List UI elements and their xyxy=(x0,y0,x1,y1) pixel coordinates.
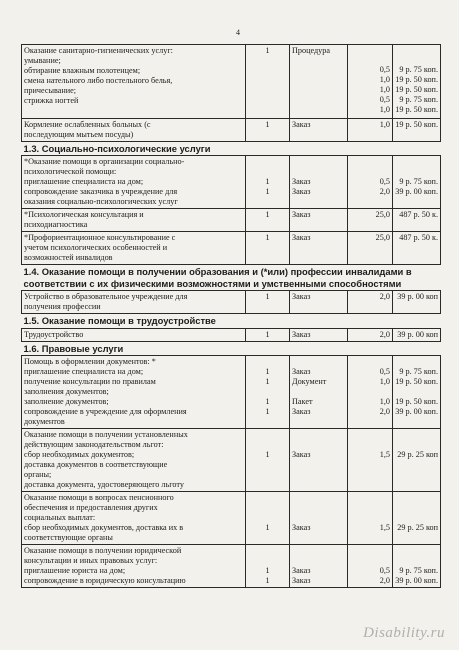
price-value: 9 р. 75 коп. xyxy=(399,367,438,377)
quantity: 1 xyxy=(265,329,270,339)
quantity-cell xyxy=(246,156,290,209)
text-line: Оказание помощи в получении юридической xyxy=(24,546,182,556)
time-cell xyxy=(348,492,393,545)
service-name xyxy=(22,119,246,142)
table-row xyxy=(22,119,441,142)
text-line: Оказание помощи в вопросах пенсионного xyxy=(24,493,174,503)
section-heading-row xyxy=(22,341,441,355)
price-value: 9 р. 75 коп. xyxy=(399,65,438,74)
unit: Заказ xyxy=(292,576,311,586)
service-name xyxy=(22,492,246,545)
text-line: органы; xyxy=(24,470,52,480)
quantity: 1 xyxy=(265,566,270,576)
quantity: 1 xyxy=(265,377,270,387)
price-cell xyxy=(393,356,441,429)
price-value: 39 р. 00 коп xyxy=(397,329,438,339)
price-value: 19 р. 50 коп. xyxy=(395,397,438,407)
text-line: *Психологическая консультация и xyxy=(24,210,144,220)
time-cell xyxy=(348,356,393,429)
section-heading xyxy=(22,314,441,328)
text-line: обеспечения и предоставления других xyxy=(24,503,158,513)
time-value: 0,5 xyxy=(379,177,390,187)
text-line: приглашение специалиста на дом; xyxy=(24,177,144,187)
text-line: *Оказание помощи в организации социально- xyxy=(24,157,185,167)
price-value: 19 р. 50 коп. xyxy=(395,105,438,114)
price-value: 19 р. 50 коп. xyxy=(395,75,438,84)
table-row xyxy=(22,429,441,492)
quantity: 1 xyxy=(265,397,270,407)
text-line: психологической помощи: xyxy=(24,167,117,177)
time-value: 2,0 xyxy=(379,187,390,197)
text-line: сбор необходимых документов, доставка их в xyxy=(24,523,184,533)
section-heading-row xyxy=(22,314,441,328)
time-value: 0,5 xyxy=(379,95,390,104)
time-value: 2,0 xyxy=(379,576,390,586)
quantity: 1 xyxy=(265,233,270,243)
text-line: сопровождение заказчика в учреждение для xyxy=(24,187,178,197)
section-heading-row xyxy=(22,265,441,291)
unit: Заказ xyxy=(292,187,311,197)
unit-cell xyxy=(290,209,348,232)
quantity: 1 xyxy=(265,120,270,129)
price-value: 39 р. 00 коп xyxy=(397,292,438,302)
text-line: заполнения документов; xyxy=(24,387,109,397)
time-cell xyxy=(348,429,393,492)
time-value: 1,0 xyxy=(379,75,390,84)
time-cell xyxy=(348,45,393,119)
section-heading xyxy=(22,142,441,156)
price-value: 19 р. 50 коп. xyxy=(395,377,438,387)
unit xyxy=(292,387,345,397)
price-cell xyxy=(393,45,441,119)
price-value: 487 р. 50 к. xyxy=(399,210,438,220)
text-line: сопровождение в учреждение для оформления xyxy=(24,407,187,417)
unit-cell xyxy=(290,328,348,341)
time-value: 25,0 xyxy=(375,233,390,243)
time-cell xyxy=(348,232,393,265)
unit: Заказ xyxy=(292,450,311,460)
table-row xyxy=(22,492,441,545)
text-line: консультации и иных правовых услуг: xyxy=(24,556,158,566)
unit: Процедура xyxy=(292,46,330,55)
unit: Заказ xyxy=(292,210,311,220)
text-line: причесывание; xyxy=(24,86,77,95)
unit: Пакет xyxy=(292,397,313,407)
quantity-cell xyxy=(246,356,290,429)
service-name xyxy=(22,45,246,119)
table-row xyxy=(22,291,441,314)
text-line: оказания социально-психологических услуг xyxy=(24,197,178,207)
section-title: 1.3. Социально-психологические услуги xyxy=(23,143,211,154)
price-value: 487 р. 50 к. xyxy=(399,233,438,243)
text-line: доставка документов в соответствующие xyxy=(24,460,168,470)
price-value: 39 р. 00 коп. xyxy=(395,576,438,586)
price-value xyxy=(395,387,438,397)
quantity-cell xyxy=(246,232,290,265)
time-value: 1,0 xyxy=(379,85,390,94)
time-value: 1,5 xyxy=(379,450,390,460)
quantity-cell xyxy=(246,429,290,492)
time-value: 0,5 xyxy=(379,65,390,74)
unit-cell xyxy=(290,545,348,588)
unit: Заказ xyxy=(292,329,311,339)
time-cell xyxy=(348,545,393,588)
quantity: 1 xyxy=(265,576,270,586)
service-name xyxy=(22,545,246,588)
time-value: 0,5 xyxy=(379,367,390,377)
text-line: психодиагностика xyxy=(24,220,88,230)
quantity: 1 xyxy=(265,46,270,55)
time-value: 1,5 xyxy=(379,523,390,533)
service-name xyxy=(22,328,246,341)
price-cell xyxy=(393,545,441,588)
table-row xyxy=(22,545,441,588)
quantity-cell xyxy=(246,45,290,119)
quantity: 1 xyxy=(265,523,270,533)
unit-cell xyxy=(290,492,348,545)
unit-cell xyxy=(290,119,348,142)
quantity: 1 xyxy=(265,450,270,460)
section-title: 1.4. Оказание помощи в получении образования и (*или) профессии инвалидами в xyxy=(23,266,412,278)
quantity: 1 xyxy=(265,407,270,417)
quantity: 1 xyxy=(265,210,270,220)
text-line: действующим законодательством льгот: xyxy=(24,440,164,450)
text-line: Оказание помощи в получении установленных xyxy=(24,430,188,440)
unit-cell xyxy=(290,291,348,314)
time-cell xyxy=(348,209,393,232)
time-value: 1,0 xyxy=(379,397,390,407)
price-cell xyxy=(393,156,441,209)
unit-cell xyxy=(290,232,348,265)
service-name xyxy=(22,429,246,492)
text-line: приглашение юриста на дом; xyxy=(24,566,126,576)
price-value: 39 р. 00 коп. xyxy=(395,187,438,197)
price-value: 39 р. 00 коп. xyxy=(395,407,438,417)
unit: Заказ xyxy=(292,566,311,576)
section-title: 1.6. Правовые услуги xyxy=(23,342,124,354)
table-row xyxy=(22,328,441,341)
text-line: Помощь в оформлении документов: * xyxy=(24,357,156,367)
time-cell xyxy=(348,328,393,341)
time-cell xyxy=(348,119,393,142)
table-row xyxy=(22,45,441,119)
section-heading-row xyxy=(22,142,441,156)
service-name xyxy=(22,232,246,265)
price-cell xyxy=(393,328,441,341)
price-cell xyxy=(393,119,441,142)
table-row xyxy=(22,356,441,429)
price-value: 9 р. 75 коп. xyxy=(399,566,438,576)
table-row xyxy=(22,209,441,232)
time-value: 2,0 xyxy=(379,329,390,339)
price-cell xyxy=(393,429,441,492)
quantity-cell xyxy=(246,492,290,545)
time-cell xyxy=(348,156,393,209)
price-cell xyxy=(393,232,441,265)
unit: Заказ xyxy=(292,523,311,533)
quantity-cell xyxy=(246,545,290,588)
price-value: 9 р. 75 коп. xyxy=(399,95,438,104)
quantity: 1 xyxy=(265,292,270,302)
text-line: социальных выплат: xyxy=(24,513,96,523)
unit: Заказ xyxy=(292,407,311,417)
section-title: соответствии с их физическими возможностями и умственными способностями xyxy=(23,277,402,289)
time-cell xyxy=(348,291,393,314)
price-value: 19 р. 50 коп. xyxy=(395,120,438,129)
text-line: Трудоустройство xyxy=(24,329,84,339)
text-line: документов xyxy=(24,417,65,427)
text-line: заполнение документов; xyxy=(24,397,109,407)
quantity: 1 xyxy=(265,177,270,187)
text-line: Оказание санитарно-гигиенических услуг: xyxy=(24,46,173,55)
quantity: 1 xyxy=(265,367,270,377)
time-value: 1,0 xyxy=(379,120,390,129)
text-line: обтирание влажным полотенцем; xyxy=(24,66,141,75)
quantity-cell xyxy=(246,119,290,142)
page-number: 4 xyxy=(236,28,240,37)
unit: Документ xyxy=(292,377,327,387)
text-line: сопровождение в юридическую консультацию xyxy=(24,576,186,586)
text-line: последующим мытьем посуды) xyxy=(24,130,134,139)
unit: Заказ xyxy=(292,233,311,243)
unit: Заказ xyxy=(292,177,311,187)
unit: Заказ xyxy=(292,120,311,129)
text-line: приглашение специалиста на дом; xyxy=(24,367,144,377)
quantity-cell xyxy=(246,328,290,341)
time-value: 2,0 xyxy=(379,407,390,417)
text-line: *Профориентационное консультирование с xyxy=(24,233,176,243)
watermark: Disability.ru xyxy=(363,625,445,641)
section-heading xyxy=(22,265,441,291)
service-name xyxy=(22,209,246,232)
section-title: 1.5. Оказание помощи в трудоустройстве xyxy=(23,315,216,327)
text-line: смена нательного либо постельного белья, xyxy=(24,76,173,85)
text-line: учетом психологических особенностей и xyxy=(24,243,168,253)
time-value xyxy=(350,387,390,397)
price-value: 19 р. 50 коп. xyxy=(395,85,438,94)
text-line: умывание; xyxy=(24,56,61,65)
text-line: доставка документа, удостоверяющего льготу xyxy=(24,480,184,490)
section-heading xyxy=(22,341,441,355)
quantity-cell xyxy=(246,209,290,232)
time-value: 1,0 xyxy=(379,377,390,387)
unit: Заказ xyxy=(292,292,311,302)
quantity xyxy=(248,387,287,397)
price-cell xyxy=(393,209,441,232)
text-line: получения профессии xyxy=(24,302,101,312)
text-line: Устройство в образовательное учреждение для xyxy=(24,292,188,302)
time-value: 1,0 xyxy=(379,105,390,114)
text-line: стрижка ногтей xyxy=(24,96,79,105)
text-line: Кормление ослабленных больных (с xyxy=(24,120,151,129)
unit-cell xyxy=(290,45,348,119)
service-name xyxy=(22,291,246,314)
text-line: возможностей инвалидов xyxy=(24,253,113,263)
time-value: 2,0 xyxy=(379,292,390,302)
text-line: получение консультации по правилам xyxy=(24,377,156,387)
unit: Заказ xyxy=(292,367,311,377)
time-value: 0,5 xyxy=(379,566,390,576)
time-value: 25,0 xyxy=(375,210,390,220)
price-value: 29 р. 25 коп xyxy=(397,450,438,460)
text-line: сбор необходимых документов; xyxy=(24,450,135,460)
price-value: 9 р. 75 коп. xyxy=(399,177,438,187)
service-name xyxy=(22,156,246,209)
price-value: 29 р. 25 коп xyxy=(397,523,438,533)
unit-cell xyxy=(290,356,348,429)
table-row xyxy=(22,232,441,265)
unit-cell xyxy=(290,429,348,492)
price-cell xyxy=(393,291,441,314)
service-name xyxy=(22,356,246,429)
price-cell xyxy=(393,492,441,545)
quantity-cell xyxy=(246,291,290,314)
text-line: соответствующие органы xyxy=(24,533,113,543)
unit-cell xyxy=(290,156,348,209)
quantity: 1 xyxy=(265,187,270,197)
table-row xyxy=(22,156,441,209)
services-table xyxy=(21,44,441,588)
